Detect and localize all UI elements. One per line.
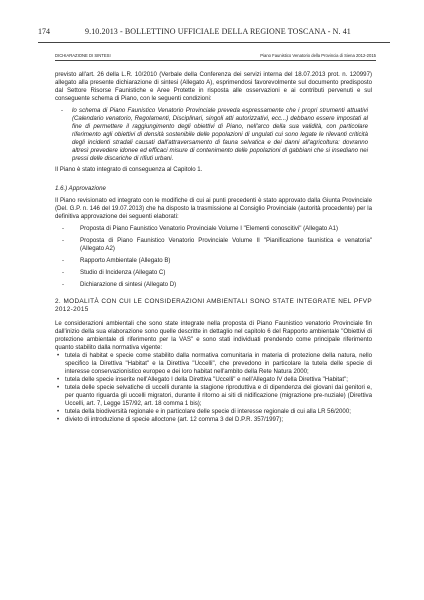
bullet-item: • tutela della biodiversità regionale e in particolare delle specie di interesse regionale di cui alla LR 56/2000;	[57, 408, 351, 416]
list-item: - Studio di Incidenza (Allegato C)	[62, 269, 166, 276]
subheader-rule	[55, 60, 376, 61]
bullet-icon: •	[57, 384, 60, 392]
subheader-right: Piano Faunistico Venatorio della Provincia di Siena 2012-2015	[260, 53, 376, 58]
header-rule	[38, 42, 390, 43]
conditions-quote	[55, 107, 372, 163]
bullet-item: • tutela delle specie inserite nell'Allegato I della Direttiva "Uccelli" e nell'Allegato IV della Direttiva "Habitat";	[57, 376, 348, 384]
document-subheader	[55, 53, 376, 59]
list-item: - Dichiarazione di sintesi (Allegato D)	[62, 281, 177, 288]
bullet-item: • divieto di introduzione di specie alloctone (art. 12 comma 3 del D.P.R. 357/1997);	[57, 416, 284, 424]
page-body	[55, 71, 372, 424]
bullet-icon: •	[57, 352, 60, 360]
section-1-6-paragraph: Il Piano revisionato ed integrato con le modifiche di cui ai punti precedenti è stato approvato dalla Giunta Provinciale (Del. G.P. n. 146 del 19.07.2013) che ha disposto la trasmissione al Consiglio Provinciale (autorità procedente) per la definitiva approvazione dei seguenti elaborati:	[55, 197, 372, 220]
bullet-icon: •	[57, 408, 60, 416]
bullet-item: • tutela di habitat e specie come stabilito dalla normativa comunitaria in materia di protezione della natura, nello specifico la Direttiva "Habitat" e la Direttiva "Uccelli", che prevedono in particolare la tutela delle specie di interesse conservazionistico europeo e dei loro habitat nell'ambito della Rete Natura 2000;	[57, 352, 372, 376]
bullet-icon: •	[57, 416, 60, 424]
quote-text: lo schema di Piano Faunistico Venatorio Provinciale preveda espressamente che i propri strumenti attuativi (Calendario venatorio, Regolamenti, Disciplinari, singoli atti autorizzativi, ecc...) debbano essere impostati al fine di permettere il raggiungimento degli obiettivi di Piano, nell'arco della sua validità, con particolare riferimento agli obiettivi di densità sostenibile delle popolazioni di ungulati cui sono legate le rilevanti criticità degli incidenti stradali causati dall'attraversamento di fauna selvatica e dei danni all'agricoltura: dovranno altresì prevedere idonee ed efficaci misure di contenimento delle popolazioni di gabbiani che si insediano nei pressi delle discariche di rifiuti urbani.	[72, 107, 368, 162]
section-1-6-title: 1.6.) Approvazione	[55, 185, 106, 192]
intro-paragraph: previsto all'art. 26 della L.R. 10/2010 (Verbale della Conferenza dei servizi interna del 18.07.2013 prot. n. 120997) allegato alla presente dichiarazione di sintesi (Allegato A), esprimendosi favorevolmente sul documento predisposto dal Settore Risorse Faunistiche e Aree Protette in risposta alle osservazioni e ai contributi pervenuti e sul conseguente schema di Piano, con le seguenti condizioni:	[55, 71, 372, 102]
subheader-left: DICHIARAZIONE DI SINTESI	[55, 53, 111, 58]
list-item: - Proposta di Piano Faunistico Venatorio Provinciale Volume I "Elementi conoscitivi" (Allegato A1)	[62, 225, 339, 232]
list-item: - Rapporto Ambientale (Allegato B)	[62, 257, 171, 264]
section-2-paragraph: Le considerazioni ambientali che sono state integrate nella proposta di Piano Faunistico venatorio Provinciale fin dall'inizio della sua elaborazione sono quelle descritte in dettaglio nel capitolo 6 del Rapporto ambientale "Obiettivi di protezione ambientale di riferimento per la VAS" e sono stati individuati prendendo come principale riferimento quanto stabilito dalla normativa vigente:	[55, 320, 372, 352]
page-number: 174	[38, 27, 50, 36]
bullet-icon: •	[57, 376, 60, 384]
bullet-item: • tutela delle specie selvatiche di uccelli durante la stagione riproduttiva e di dipendenza dei giovani dai genitori e, per quanto riguarda gli uccelli migratori, durante il ritorno ai siti di nidificazione (migrazione pre-nuziale) (Direttiva Uccelli, art. 7, Legge 157/92, art. 18 comma 1 bis);	[57, 384, 372, 408]
integrated-line: Il Piano è stato integrato di conseguenza al Capitolo 1.	[55, 166, 203, 173]
page-header	[38, 27, 390, 39]
quote-dash: -	[61, 107, 64, 114]
publication-title: 9.10.2013 - BOLLETTINO UFFICIALE DELLA REGIONE TOSCANA - N. 41	[85, 27, 351, 36]
list-item: - Proposta di Piano Faunistico Venatorio Provinciale Volume II "Pianificazione faunistica e venatoria" (Allegato A2)	[62, 237, 372, 252]
section-2-title: 2. MODALITÀ CON CUI LE CONSIDERAZIONI AMBIENTALI SONO STATE INTEGRATE NEL PFVP 2012-2015	[55, 298, 372, 314]
